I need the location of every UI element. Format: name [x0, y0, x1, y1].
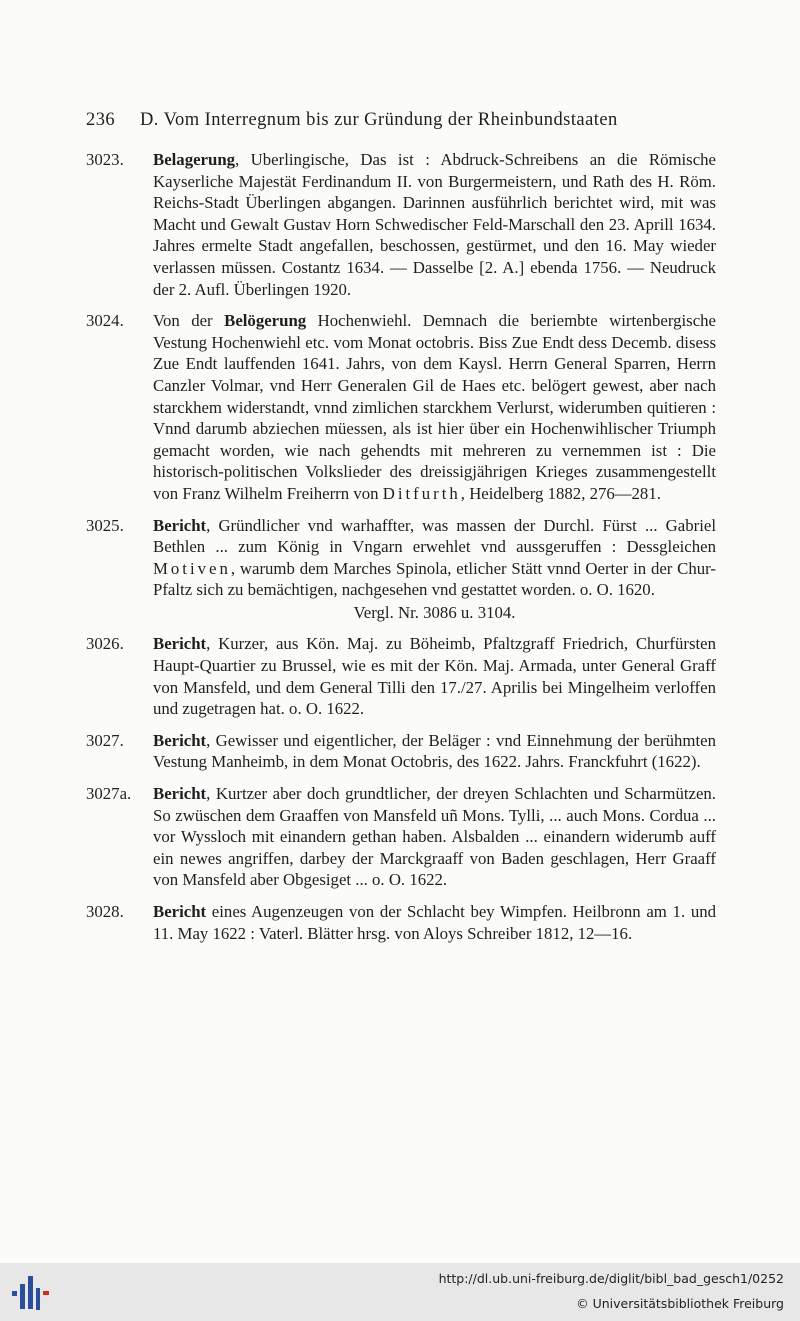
entry-body: , Kurtzer aber doch grundtlicher, der dreyen Schlachten und Scharmützen. So zwüschen dem Graaffen von Mansfeld uñ Mons. Tylli, ... auch Mons. Cordua ... vor Wyssloch mit einandern gethan haben. Alsbalden ... einandern widerumb auff ein newes angriffen, darbey der Marckgraaff von Baden geschlagen, Herr Graaff von Mansfeld aber Obgesiget ... o. O. 1622. [153, 784, 716, 890]
page-number: 236 [86, 110, 116, 130]
entry-head: Belagerung [153, 150, 236, 169]
entry-head: Bericht [153, 902, 207, 921]
entry-body: , Gründlicher vnd warhaffter, was massen der Durchl. Fürst ... Gabriel Bethlen ... zum König in Vngarn erwehlet vnd aussgeruffen : Dessgleichen [153, 515, 716, 557]
entry-spaced: Ditfurth [382, 483, 461, 503]
viewer-footer [0, 1263, 800, 1321]
entry-head: Bericht [153, 784, 207, 804]
entry-3028 [86, 901, 716, 944]
bibliography-list [86, 149, 716, 954]
entry-3024 [86, 310, 716, 504]
entry-number: 3025. [86, 515, 124, 535]
entry-number: 3027a. [86, 784, 132, 804]
entry-pre: Von der [153, 311, 225, 331]
entry-head: Bericht [153, 634, 207, 654]
entry-number: 3028. [86, 902, 124, 921]
entry-body: , Uberlingische, Das ist : Abdruck-Schreibens an die Römische Kayserliche Majestät Ferdinandum II. von Burgermeistern, und Rath des H. Röm. Reichs-Stadt Überlingen abgangen. Darinnen ausführlich berichtet wird, mit was Macht und Gewalt Gustav Horn Schwedischer Feld-Marschall den 23. Aprill 1634. Jahres ermelte Stadt angefallen, beschossen, gestürmet, und den 16. May wieder verlassen müssen. Costantz 1634. — Dasselbe [2. A.] ebenda 1756. — Neudruck der 2. Aufl. Überlingen 1920. [153, 150, 716, 299]
entry-head: Bericht [153, 730, 207, 750]
entry-text [153, 149, 716, 300]
entry-tail: , warumb dem Marches Spinola, etlicher Stätt vnnd Oerter in der Chur-Pfaltz sich zu bemächtigen, nachgesehen vnd gestattet worden. o. O. 1620. [153, 558, 716, 600]
entry-3027 [86, 730, 716, 773]
copyright-notice: © Universitätsbibliothek Freiburg [576, 1296, 784, 1311]
entry-body: , Kurzer, aus Kön. Maj. zu Böheimb, Pfaltzgraff Friedrich, Churfürsten Haupt-Quartier zu Brussel, wie es mit der Kön. Maj. Armada, unter General Graff von Mansfeld, und dem General Tilli den 17./27. Aprilis bei Mingelheim verloffen und zugetragen hat. o. O. 1622. [153, 634, 716, 719]
entry-spaced: Motiven [153, 558, 231, 578]
entry-number: 3026. [86, 634, 124, 654]
cross-reference: Vergl. Nr. 3086 u. 3104. [353, 602, 516, 622]
entry-tail: , Heidelberg 1882, 276—281. [460, 483, 661, 503]
entry-number: 3027. [86, 730, 124, 750]
entry-3027a [86, 783, 716, 891]
entry-text [153, 901, 716, 944]
entry-text [153, 730, 716, 773]
entry-number: 3023. [86, 150, 124, 169]
entry-number: 3024. [86, 311, 124, 331]
page-header [86, 110, 706, 136]
entry-head: Belögerung [224, 311, 307, 331]
permalink-url[interactable]: http://dl.ub.uni-freiburg.de/diglit/bibl_bad_gesch1/0252 [438, 1271, 784, 1286]
entry-body: , Gewisser und eigentlicher, der Beläger : vnd Einnehmung der berühmten Vestung Manheimb, in dem Monat Octobris, des 1622. Jahrs. Franckfuhrt (1622). [153, 730, 716, 772]
entry-body: Hochenwiehl. Demnach die beriembte wirtenbergische Vestung Hochenwiehl etc. vom Monat octobris. Biss Zue Endt dess Decemb. disess Zue Endt lauffenden 1641. Jahrs, von dem Kaysl. Herrn General Sparren, Herrn Canzler Volmar, vnd Herr Generalen Gil de Haes etc. belögert gewest, aber nach starckhem widerstandt, vnnd zimlichen starckhem Verlurst, widerumben quitieren : Vnnd darumb abziechen müessen, als ist hier über ein Hochenwihlischer Triumph gemacht worden, wie nach gehendts mit mehreren zu vernemmen ist : Die historisch-politischen Volkslieder des dreissigjährigen Krieges zusammengestellt von Franz Wilhelm Freiherrn von [153, 311, 716, 503]
entry-3023 [86, 149, 716, 300]
entry-text [153, 515, 716, 601]
entry-head: Bericht [153, 515, 207, 535]
entry-3026 [86, 633, 716, 719]
entry-text [153, 633, 716, 719]
ub-freiburg-logo-icon[interactable] [10, 1272, 52, 1314]
entry-text [153, 310, 716, 504]
entry-3025 [86, 515, 716, 624]
entry-body: eines Augenzeugen von der Schlacht bey Wimpfen. Heilbronn am 1. und 11. May 1622 : Vaterl. Blätter hrsg. von Aloys Schreiber 1812, 12—16. [153, 902, 716, 943]
running-title: D. Vom Interregnum bis zur Gründung der Rheinbundstaaten [140, 110, 618, 130]
entry-text [153, 783, 716, 891]
